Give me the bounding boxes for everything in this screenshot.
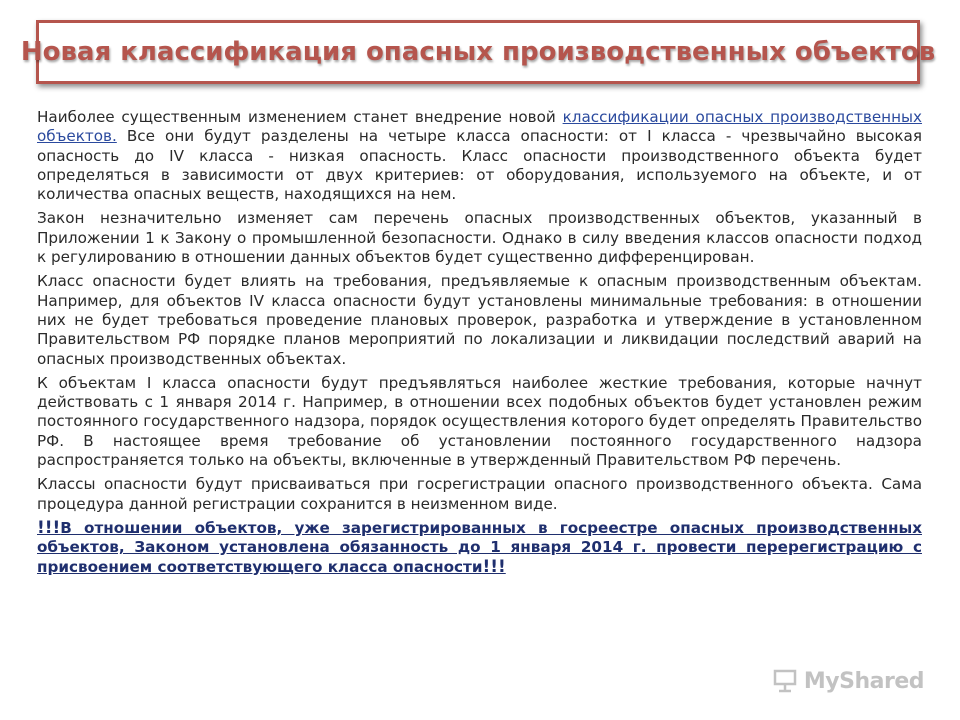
paragraph-1 [37, 108, 922, 204]
paragraph-5: Классы опасности будут присваиваться при госрегистрации опасного производственного объекта. Сама процедура данной регистрации сохранится в неизменном виде. [37, 475, 922, 513]
notice-text: В отношении объектов, уже зарегистрированных в госреестре опасных производственных объектов, Законом установлена обязанность до 1 января 2014 г. провести перерегистрацию с присвоением соответствующего класса опасности [37, 518, 922, 576]
paragraph-6-notice [37, 519, 922, 577]
exclamation-end: !!! [482, 556, 506, 577]
paragraph-4: К объектам I класса опасности будут предъявляться наиболее жесткие требования, которые начнут действовать с 1 января 2014 г. Например, в отношении всех подобных объектов будет установлен режим постоянного государственного надзора, порядок осуществления которого будет определять Правительство РФ. В настоящее время требование об установлении постоянного государственного надзора распространяется только на объекты, включенные в утвержденный Правительством РФ перечень. [37, 373, 922, 470]
exclamation-start: !!! [37, 517, 61, 538]
watermark-text: MyShared [803, 668, 924, 694]
slide-title: Новая классификация опасных производственных объектов [20, 37, 936, 67]
title-box [20, 20, 936, 84]
watermark [772, 668, 924, 694]
paragraph-2: Закон незначительно изменяет сам перечень опасных производственных объектов, указанный в Приложении 1 к Закону о промышленной безопасности. Однако в силу введения классов опасности подход к регулированию в отношении данных объектов будет существенно дифференцирован. [37, 209, 922, 267]
paragraph-1-rest: Все они будут разделены на четыре класса опасности: от I класса - чрезвычайно высокая опасность до IV класса - низкая опасность. Класс опасности производственного объекта будет определяться в зависимости от двух критериев: от оборудования, используемого на объекте, и от количества опасных веществ, находящихся на нем. [37, 127, 922, 204]
presentation-icon [772, 668, 798, 694]
paragraph-1-intro: Наиболее существенным изменением станет внедрение новой [37, 108, 563, 126]
classification-link[interactable]: классификации опасных производственных объектов. [37, 108, 923, 146]
paragraph-3: Класс опасности будет влиять на требования, предъявляемые к опасным производственным объектам. Например, для объектов IV класса опасности будут установлены минимальные требования: в отношении них не будет требоваться проведение плановых проверок, разработка и утверждение в установленном Правительством РФ порядке планов мероприятий по локализации и ликвидации последствий аварий на опасных производственных объектах. [37, 272, 922, 368]
slide-content [37, 108, 922, 582]
